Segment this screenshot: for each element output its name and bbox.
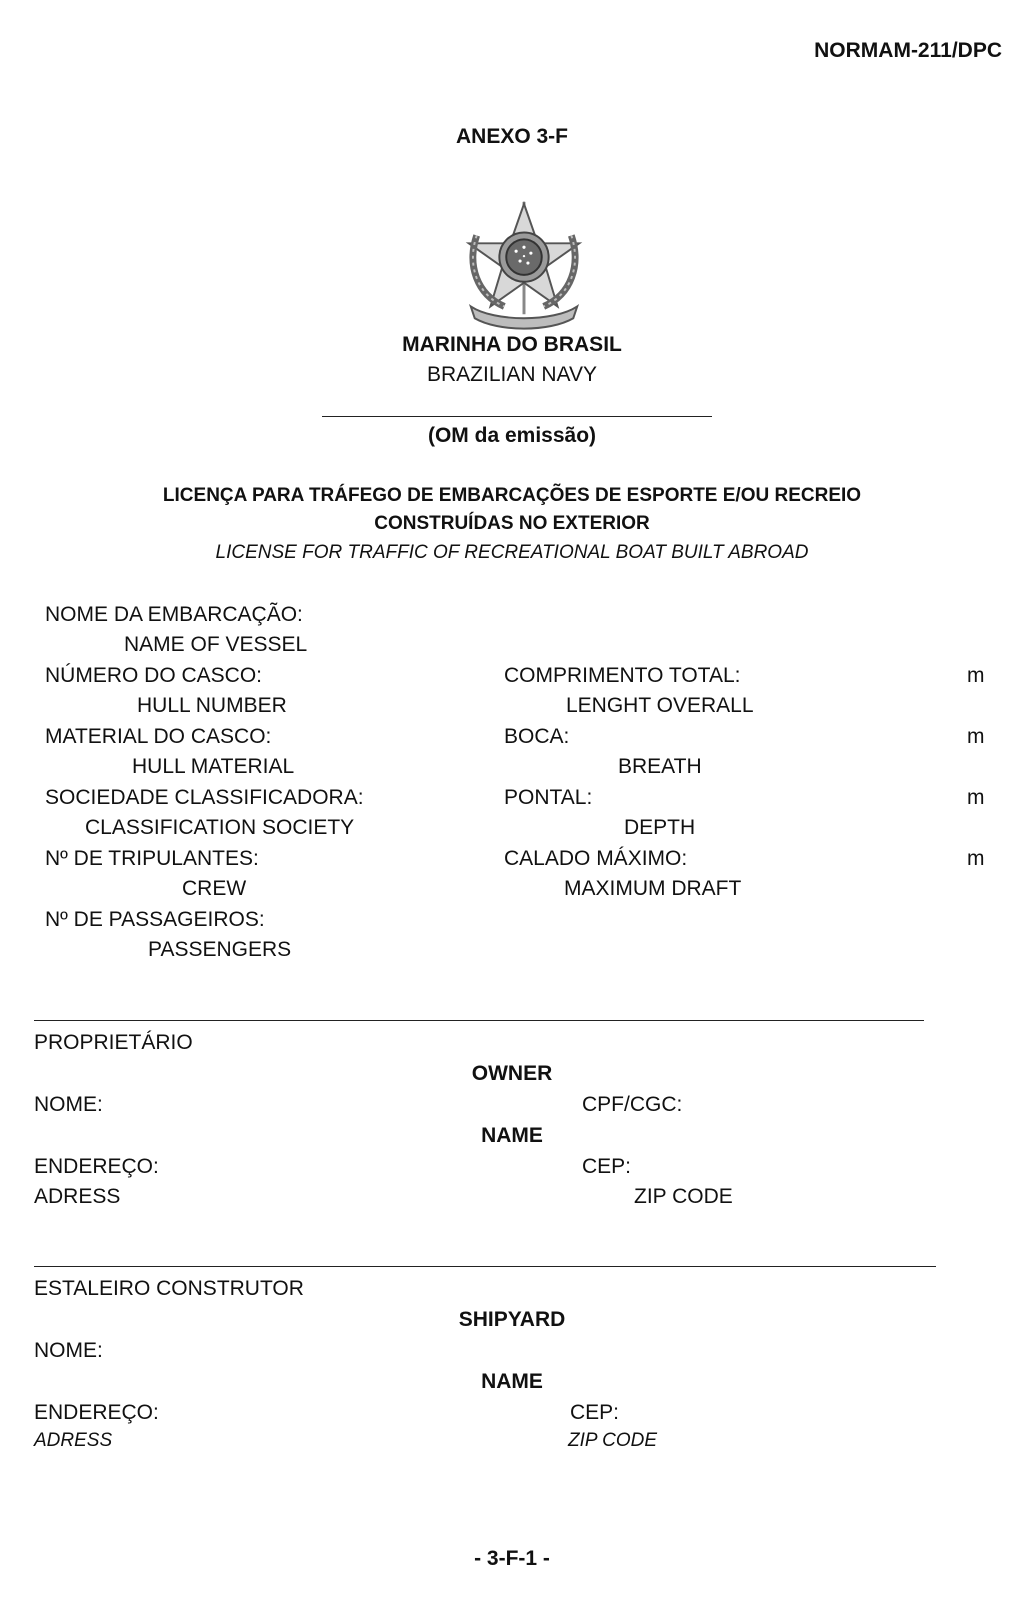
- vessel-name-label-en: NAME OF VESSEL: [124, 633, 308, 656]
- shipyard-section-label: ESTALEIRO CONSTRUTOR: [34, 1277, 304, 1300]
- depth-unit: m: [967, 786, 985, 809]
- owner-cep-label: CEP:: [582, 1155, 632, 1178]
- brazil-coat-of-arms-icon: [455, 196, 593, 334]
- length-label-en: LENGHT OVERALL: [566, 694, 754, 717]
- depth-label: PONTAL:: [504, 786, 593, 809]
- crew-label-en: CREW: [182, 877, 247, 900]
- vessel-name-label: NOME DA EMBARCAÇÃO:: [45, 603, 303, 626]
- shipyard-cep-label: CEP:: [570, 1401, 620, 1424]
- shipyard-zip-label-en: ZIP CODE: [568, 1430, 658, 1451]
- owner-name-label-en: NAME: [481, 1124, 543, 1147]
- length-unit: m: [967, 664, 985, 687]
- shipyard-address-label: ENDEREÇO:: [34, 1401, 159, 1424]
- breadth-label-en: BREATH: [618, 755, 702, 778]
- license-title: LICENÇA PARA TRÁFEGO DE EMBARCAÇÕES DE ESPORTE E/OU RECREIO: [162, 485, 862, 506]
- shipyard-name-label-en: NAME: [481, 1370, 543, 1393]
- passengers-label: Nº DE PASSAGEIROS:: [45, 908, 265, 931]
- draft-label: CALADO MÁXIMO:: [504, 847, 688, 870]
- license-title-english: LICENSE FOR TRAFFIC OF RECREATIONAL BOAT BUILT ABROAD: [215, 542, 809, 563]
- issuer-name-english: BRAZILIAN NAVY: [427, 363, 597, 386]
- class-society-label-en: CLASSIFICATION SOCIETY: [85, 816, 355, 839]
- annex-title: ANEXO 3-F: [455, 125, 568, 148]
- depth-label-en: DEPTH: [624, 816, 696, 839]
- document-code: NORMAM-211/DPC: [814, 39, 1002, 62]
- shipyard-address-label-en: ADRESS: [34, 1430, 113, 1451]
- om-label: (OM da emissão): [427, 424, 597, 447]
- hull-number-label-en: HULL NUMBER: [137, 694, 287, 717]
- shipyard-separator: [34, 1266, 936, 1267]
- issuer-name: MARINHA DO BRASIL: [402, 333, 622, 356]
- breadth-unit: m: [967, 725, 985, 748]
- hull-number-label: NÚMERO DO CASCO:: [45, 664, 263, 687]
- page-number: - 3-F-1 -: [474, 1547, 550, 1570]
- shipyard-name-label: NOME:: [34, 1339, 103, 1362]
- draft-label-en: MAXIMUM DRAFT: [564, 877, 742, 900]
- owner-section-label-en: OWNER: [471, 1062, 553, 1085]
- shipyard-section-label-en: SHIPYARD: [458, 1308, 566, 1331]
- owner-name-label: NOME:: [34, 1093, 103, 1116]
- owner-cpf-label: CPF/CGC:: [582, 1093, 683, 1116]
- hull-material-label-en: HULL MATERIAL: [132, 755, 295, 778]
- owner-section-label: PROPRIETÁRIO: [34, 1031, 193, 1054]
- hull-material-label: MATERIAL DO CASCO:: [45, 725, 272, 748]
- breadth-label: BOCA:: [504, 725, 570, 748]
- passengers-label-en: PASSENGERS: [148, 938, 292, 961]
- om-signature-line: [322, 416, 712, 417]
- draft-unit: m: [967, 847, 985, 870]
- owner-separator: [34, 1020, 924, 1021]
- crew-label: Nº DE TRIPULANTES:: [45, 847, 259, 870]
- class-society-label: SOCIEDADE CLASSIFICADORA:: [45, 786, 364, 809]
- license-title-line2: CONSTRUÍDAS NO EXTERIOR: [374, 513, 650, 534]
- length-label: COMPRIMENTO TOTAL:: [504, 664, 741, 687]
- owner-address-label-en: ADRESS: [34, 1185, 121, 1208]
- owner-address-label: ENDEREÇO:: [34, 1155, 159, 1178]
- owner-zip-label-en: ZIP CODE: [634, 1185, 733, 1208]
